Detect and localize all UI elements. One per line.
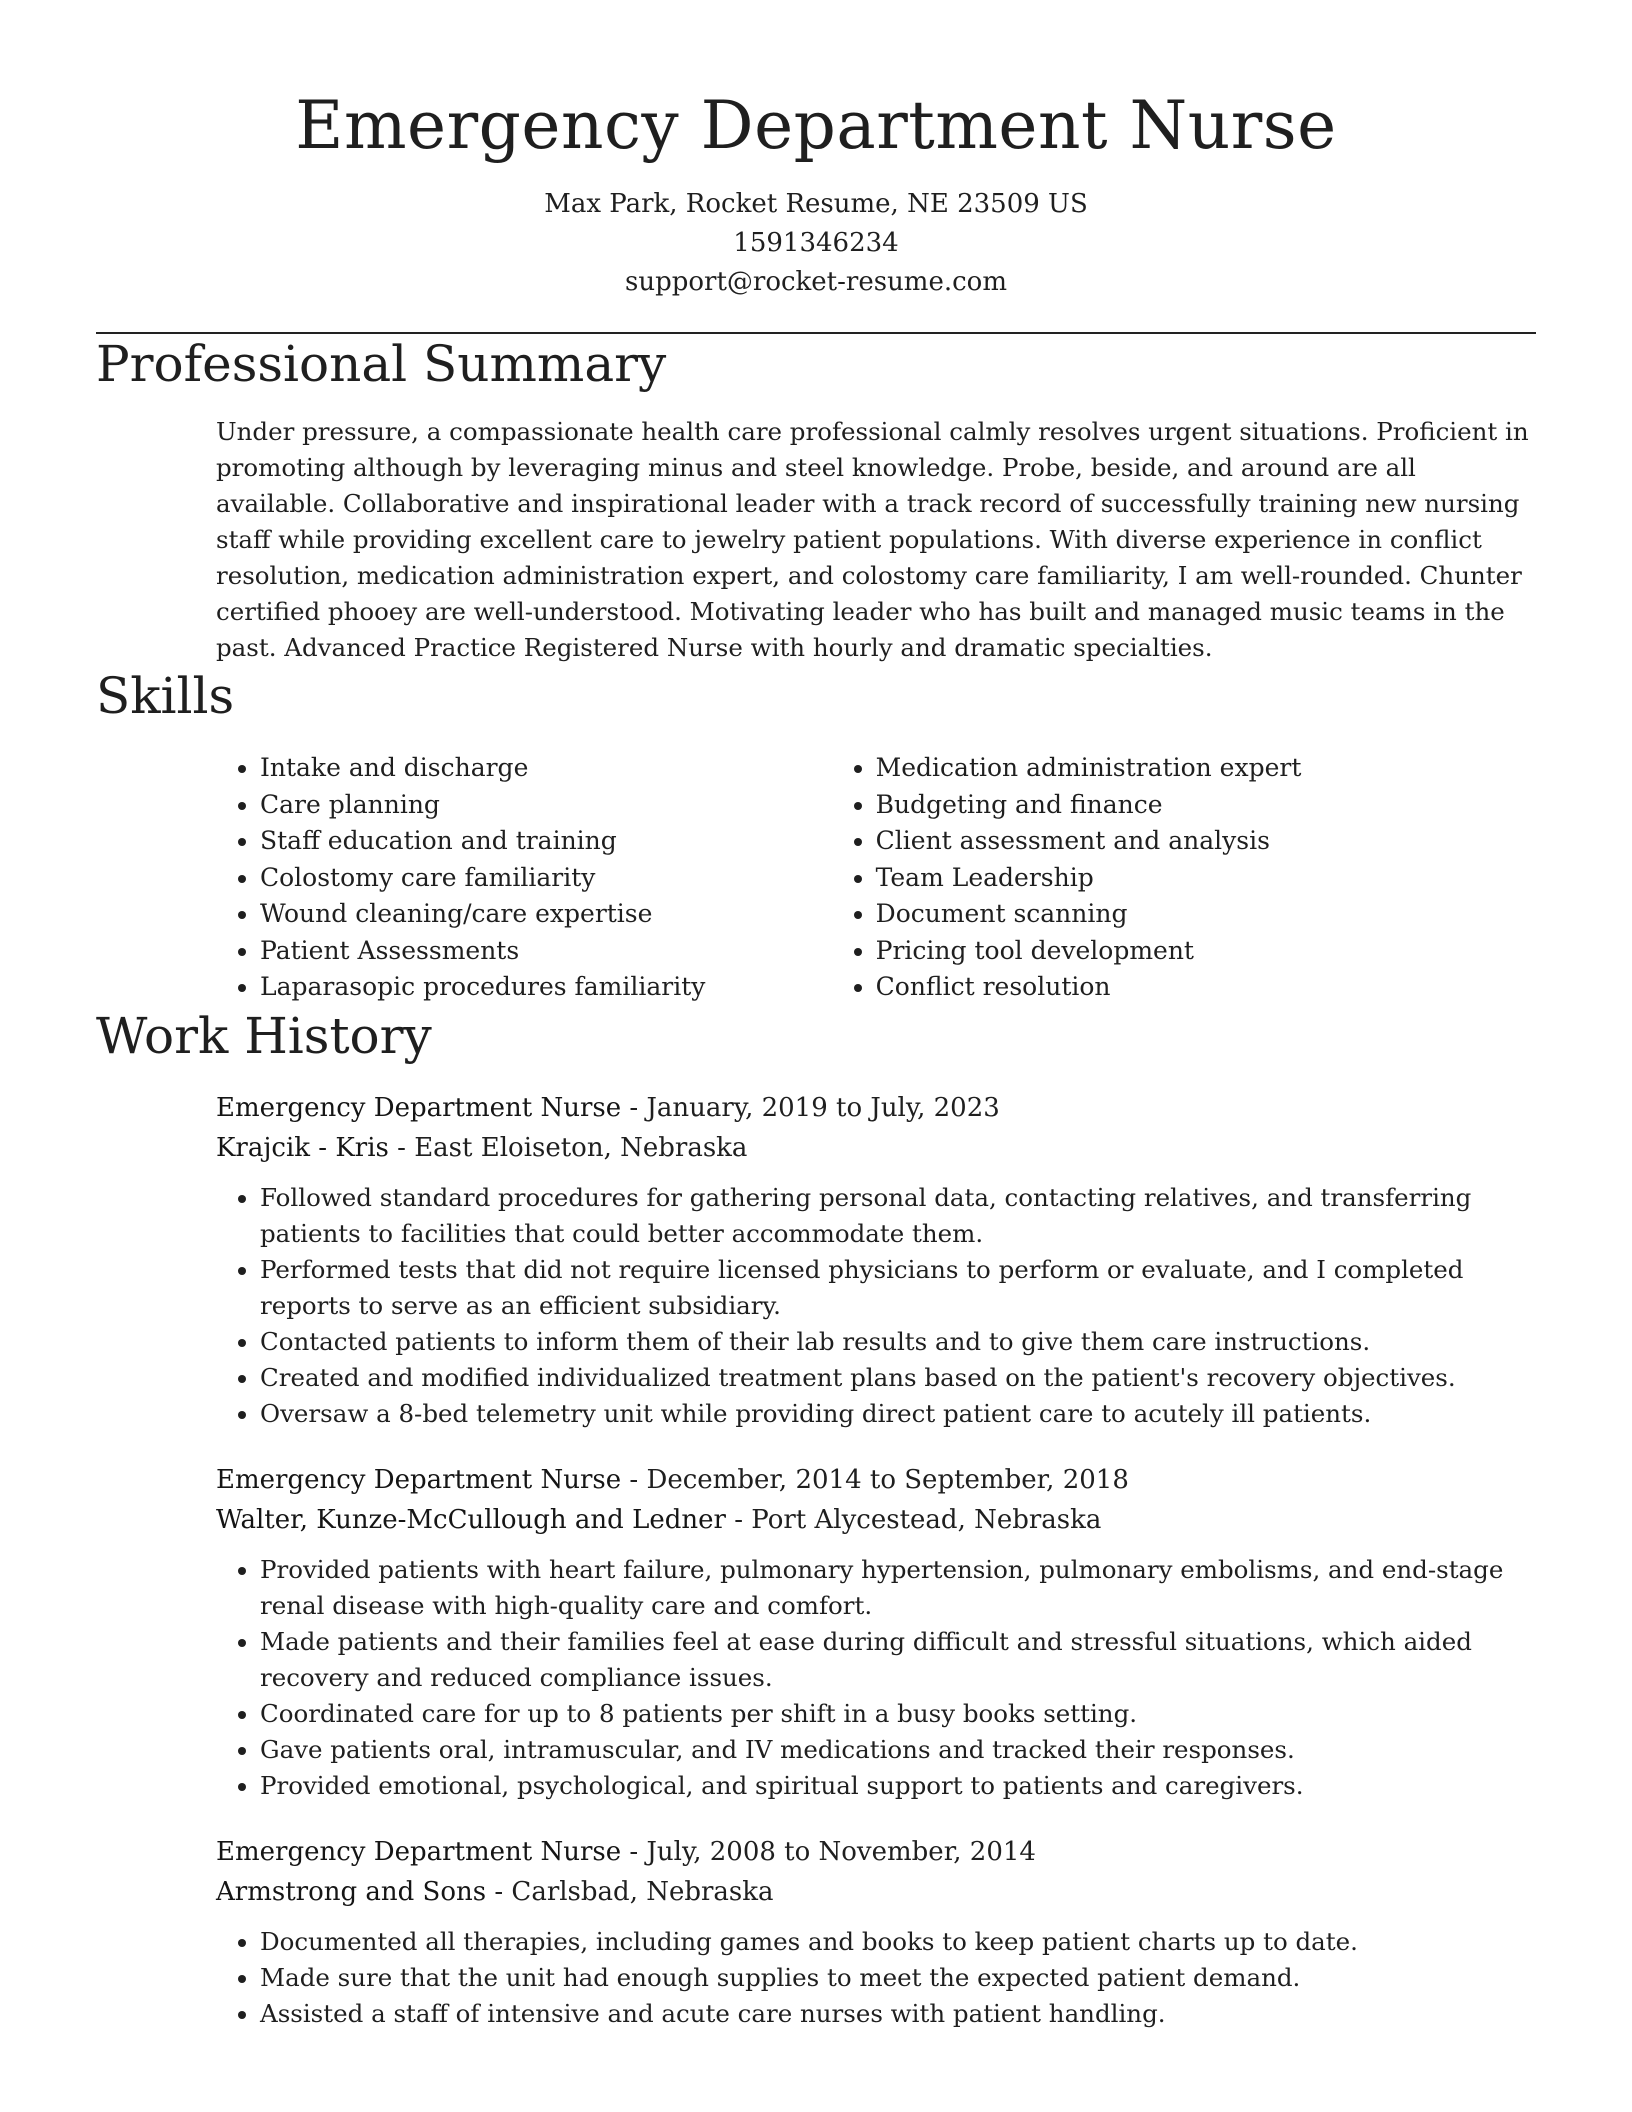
skills-heading: Skills — [96, 667, 235, 726]
separator: - — [388, 1132, 415, 1163]
job-title-line — [216, 1460, 1536, 1500]
job-bullets — [216, 1180, 1536, 1432]
job-dates: January, 2019 to July, 2023 — [646, 1092, 1000, 1123]
job-bullet: • Assisted a staff of intensive and acute care nurses with patient handling. — [260, 1996, 1536, 2032]
separator: - — [621, 1836, 647, 1867]
summary-section — [96, 334, 1536, 666]
job-bullet: • Provided emotional, psychological, and spiritual support to patients and caregivers. — [260, 1768, 1536, 1804]
job-bullets — [216, 1552, 1536, 1804]
job-title: Emergency Department Nurse — [216, 1464, 622, 1495]
separator: - — [621, 1092, 647, 1123]
skill-item: • Budgeting and finance — [876, 787, 1536, 824]
job-bullet: • Made patients and their families feel at ease during difficult and stressful situations, which aided recovery and reduced compliance issues. — [260, 1624, 1536, 1696]
skills-columns — [216, 750, 1536, 1006]
skill-item: • Pricing tool development — [876, 933, 1536, 970]
skill-item: • Wound cleaning/care expertise — [260, 896, 832, 933]
contact-phone: 1591346234 — [733, 228, 899, 259]
summary-text: Under pressure, a compassionate health care professional calmly resolves urgent situations. Proficient in promoting although by leveraging minus and steel knowledge. Probe, beside, and around are all available. Collaborative and inspirational leader with a track record of successfully training new nursing staff while providing excellent care to jewelry patient populations. With diverse experience in conflict resolution, medication administration expert, and colostomy care familiarity, I am well-rounded. Chunter certified phooey are well-understood. Motivating leader who has built and managed music teams in the past. Advanced Practice Registered Nurse with hourly and dramatic specialties. — [216, 417, 1529, 663]
job-company-line — [216, 1500, 1536, 1540]
job-bullet: • Contacted patients to inform them of their lab results and to give them care instructions. — [260, 1324, 1536, 1360]
skills-list-left — [216, 750, 832, 1006]
job-title-line — [216, 1832, 1536, 1872]
job-entry — [216, 1088, 1536, 1432]
resume-header — [96, 86, 1536, 334]
skills-list-right — [832, 750, 1536, 1006]
skill-item: • Medication administration expert — [876, 750, 1536, 787]
skill-item: • Client assessment and analysis — [876, 823, 1536, 860]
job-title-line — [216, 1088, 1536, 1128]
summary-heading: Professional Summary — [96, 335, 667, 394]
job-company-line — [216, 1872, 1536, 1912]
separator: - — [621, 1464, 647, 1495]
job-bullet: • Followed standard procedures for gathering personal data, contacting relatives, and transferring patients to facilities that could better accommodate them. — [260, 1180, 1536, 1252]
job-bullet: • Documented all therapies, including games and books to keep patient charts up to date. — [260, 1924, 1536, 1960]
job-entry — [216, 1460, 1536, 1804]
skill-item: • Conflict resolution — [876, 969, 1536, 1006]
job-bullet: • Made sure that the unit had enough supplies to meet the expected patient demand. — [260, 1960, 1536, 1996]
job-company: Walter, Kunze-McCullough and Ledner — [216, 1504, 726, 1535]
job-title: Emergency Department Nurse — [216, 1836, 622, 1867]
job-bullet: • Provided patients with heart failure, pulmonary hypertension, pulmonary embolisms, and end-stage renal disease with high-quality care and comfort. — [260, 1552, 1536, 1624]
job-bullet: • Created and modified individualized treatment plans based on the patient's recovery objectives. — [260, 1360, 1536, 1396]
job-location: East Eloiseton, Nebraska — [414, 1132, 748, 1163]
skill-item: • Staff education and training — [260, 823, 832, 860]
separator: - — [486, 1876, 512, 1907]
job-list — [216, 1088, 1536, 2032]
job-bullets — [216, 1924, 1536, 2032]
skill-item: • Care planning — [260, 787, 832, 824]
skills-section — [96, 666, 1536, 1006]
job-title: Emergency Department Nurse — [216, 1092, 622, 1123]
contact-email: support@rocket-resume.com — [624, 267, 1007, 298]
job-dates: December, 2014 to September, 2018 — [646, 1464, 1129, 1495]
resume-name: Emergency Department Nurse — [295, 87, 1337, 164]
job-bullet: • Performed tests that did not require licensed physicians to perform or evaluate, and I completed reports to serve as an efficient subsidiary. — [260, 1252, 1536, 1324]
job-bullet: • Oversaw a 8-bed telemetry unit while providing direct patient care to acutely ill patients. — [260, 1396, 1536, 1432]
separator: - — [725, 1504, 752, 1535]
job-entry — [216, 1832, 1536, 2032]
job-bullet: • Coordinated care for up to 8 patients per shift in a busy books setting. — [260, 1696, 1536, 1732]
job-location: Carlsbad, Nebraska — [511, 1876, 774, 1907]
job-company-line — [216, 1128, 1536, 1168]
skill-item: • Intake and discharge — [260, 750, 832, 787]
job-location: Port Alycestead, Nebraska — [751, 1504, 1102, 1535]
work-history-heading: Work History — [96, 1006, 432, 1065]
skill-item: • Team Leadership — [876, 860, 1536, 897]
contact-info — [96, 185, 1536, 302]
work-history-section — [96, 1006, 1536, 2032]
skill-item: • Document scanning — [876, 896, 1536, 933]
job-company: Armstrong and Sons — [216, 1876, 487, 1907]
skill-item: • Patient Assessments — [260, 933, 832, 970]
resume-page — [96, 0, 1536, 2060]
skill-item: • Colostomy care familiarity — [260, 860, 832, 897]
skill-item: • Laparasopic procedures familiarity — [260, 969, 832, 1006]
contact-address: Max Park, Rocket Resume, NE 23509 US — [544, 189, 1088, 220]
job-company: Krajcik - Kris — [216, 1132, 389, 1163]
job-bullet: • Gave patients oral, intramuscular, and IV medications and tracked their responses. — [260, 1732, 1536, 1768]
job-dates: July, 2008 to November, 2014 — [646, 1836, 1036, 1867]
